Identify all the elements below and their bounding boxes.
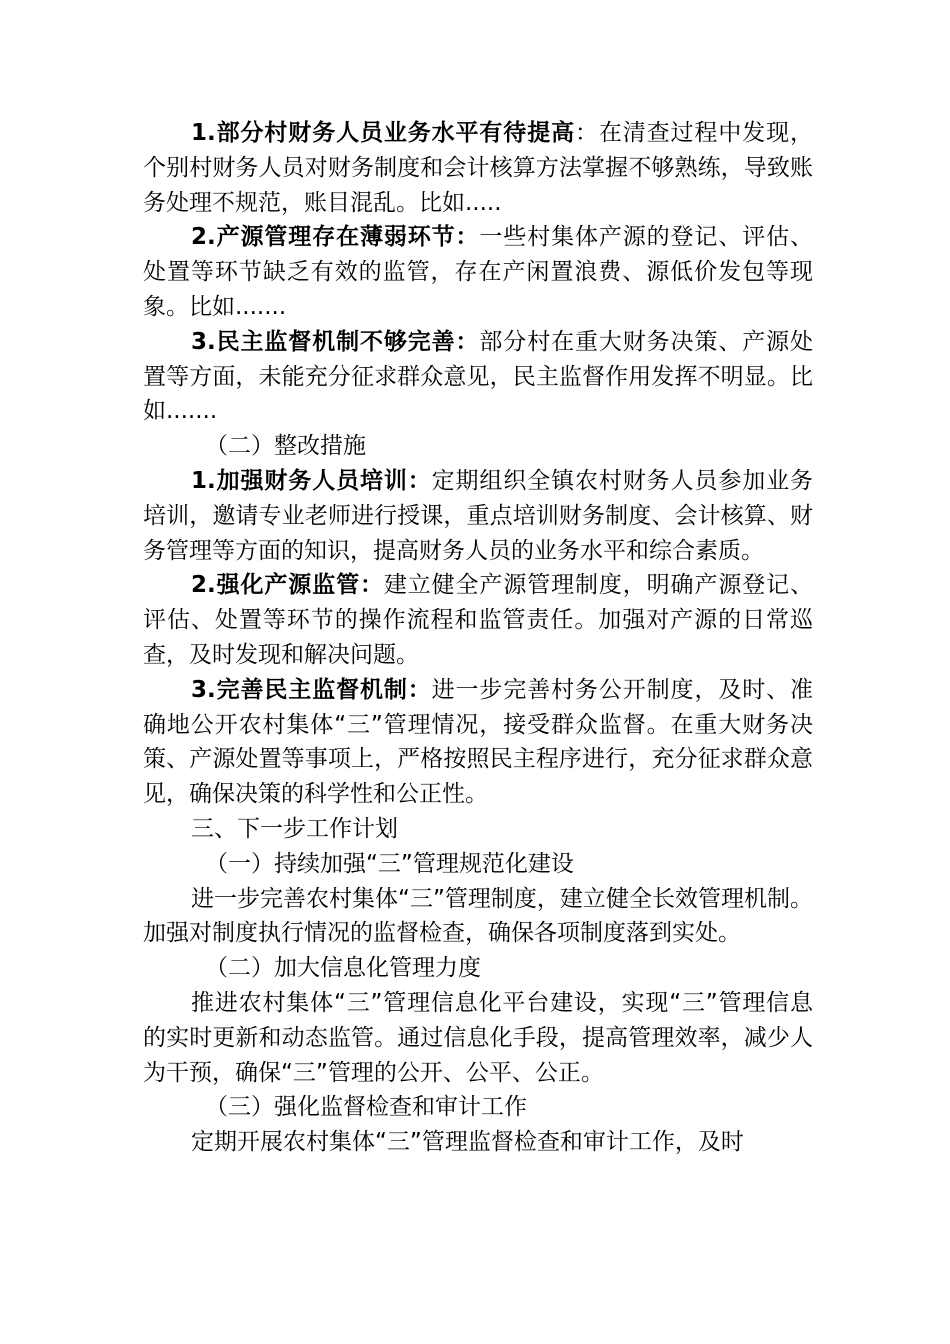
paragraph-lead: 1.加强财务人员培训： — [191, 467, 432, 494]
paragraph-plan-3: 定期开展农村集体“三”管理监督检查和审计工作，及时 — [191, 1129, 744, 1156]
paragraph-body: 一些村集体产源的登记、评估、处置等环节缺乏有效的监管，存在产闲置浪费、源低价发包等现象。比如....... — [143, 224, 813, 320]
paragraph-measure-1 — [143, 464, 813, 568]
subheading-measures: （二）整改措施 — [205, 433, 366, 460]
paragraph-lead: 2.强化产源监管： — [191, 572, 384, 599]
paragraph-problem-1 — [143, 116, 813, 220]
subheading-plan-3: （三）强化监督检查和审计工作 — [205, 1094, 527, 1121]
paragraph-problem-3 — [143, 325, 813, 429]
paragraph-problem-2 — [143, 220, 813, 324]
subheading-plan-1: （一）持续加强“三”管理规范化建设 — [205, 850, 574, 877]
paragraph-body: 建立健全产源管理制度，明确产源登记、评估、处置等环节的操作流程和监管责任。加强对产源的日常巡查，及时发现和解决问题。 — [143, 572, 814, 668]
paragraph-body: 进一步完善村务公开制度，及时、准确地公开农村集体“三”管理情况，接受群众监督。在重大财务决策、产源处置等事项上，严格按照民主程序进行，充分征求群众意见，确保决策的科学性和公正性。 — [143, 676, 814, 808]
document-page — [143, 116, 813, 1160]
paragraph-lead: 1.部分村财务人员业务水平有待提高 — [191, 120, 575, 146]
paragraph-measure-2 — [143, 568, 813, 672]
paragraph-body: ：在清查过程中发现，个别村财务人员对财务制度和会计核算方法掌握不够熟练，导致账务处理不规范，账目混乱。比如..... — [143, 120, 813, 216]
paragraph-body: 定期组织全镇农村财务人员参加业务培训，邀请专业老师进行授课，重点培训财务制度、会计核算、财务管理等方面的知识，提高财务人员的业务水平和综合素质。 — [143, 467, 814, 564]
paragraph-lead: 3.完善民主监督机制： — [191, 676, 432, 703]
paragraph-body: 部分村在重大财务决策、产源处置等方面，未能充分征求群众意见，民主监督作用发挥不明显。比如....... — [143, 328, 813, 425]
paragraph-measure-3 — [143, 673, 813, 812]
paragraph-lead: 3.民主监督机制不够完善： — [191, 328, 480, 355]
subheading-plan-2: （二）加大信息化管理力度 — [205, 955, 481, 982]
paragraph-lead: 2.产源管理存在薄弱环节： — [191, 224, 480, 251]
paragraph-plan-1: 进一步完善农村集体“三”管理制度，建立健全长效管理机制。加强对制度执行情况的监督检查，确保各项制度落到实处。 — [143, 885, 813, 947]
paragraph-plan-2: 推进农村集体“三”管理信息化平台建设，实现“三”管理信息的实时更新和动态监管。通过信息化手段，提高管理效率，减少人为干预，确保“三”管理的公开、公平、公正。 — [143, 989, 813, 1086]
section-heading-next-plan: 三、下一步工作计划 — [191, 815, 398, 842]
